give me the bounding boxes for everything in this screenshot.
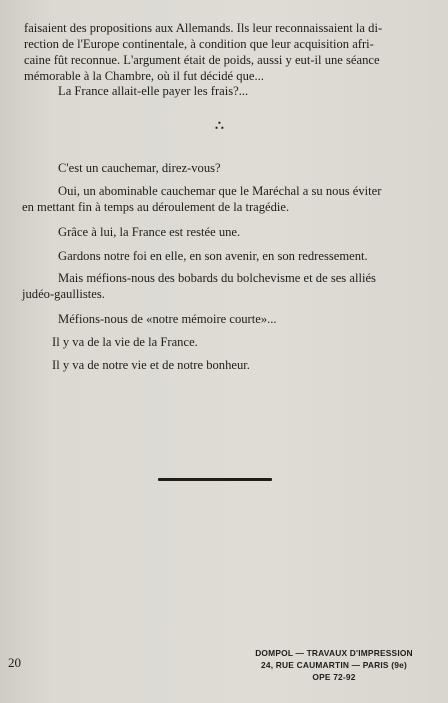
printer-line: DOMPOL — TRAVAUX D'IMPRESSION	[255, 648, 413, 658]
text-line: Oui, un abominable cauchemar que le Maréchal a su nous éviter	[58, 184, 382, 198]
page-number: 20	[8, 655, 21, 670]
text-line: en mettant fin à temps au déroulement de la tragédie.	[22, 200, 290, 214]
text-line: rection de l'Europe continentale, à condition que leur acquisition afri-	[24, 37, 374, 51]
paragraph-cauchemar: C'est un cauchemar, direz-vous?	[58, 161, 221, 175]
end-rule	[158, 478, 272, 481]
paragraph-question: La France allait-elle payer les frais?...	[58, 84, 249, 98]
text-line: faisaient des propositions aux Allemands. Ils leur reconnaissaient la di-	[24, 21, 383, 35]
text-line: Mais méfions-nous des bobards du bolchevisme et de ses alliés	[58, 271, 376, 285]
printer-line: OPE 72-92	[312, 672, 356, 682]
paragraph-grace: Grâce à lui, la France est restée une.	[58, 225, 241, 239]
paragraph-oui	[22, 183, 418, 215]
text-line: mémorable à la Chambre, où il fut décidé que...	[24, 69, 264, 83]
paragraph-vie-france: Il y va de la vie de la France.	[52, 335, 198, 349]
paragraph-vie-notre: Il y va de notre vie et de notre bonheur.	[52, 358, 250, 372]
paragraph-mais	[22, 270, 418, 302]
paragraph-propositions	[24, 20, 416, 84]
paragraph-gardons: Gardons notre foi en elle, en son avenir, en son redressement.	[58, 249, 368, 263]
text-line: caine fût reconnue. L'argument était de poids, aussi y eut-il une séance	[24, 53, 380, 67]
printer-line: 24, RUE CAUMARTIN — PARIS (9e)	[261, 660, 407, 670]
section-break-dinkus: ∴	[215, 119, 225, 134]
printer-imprint	[250, 647, 418, 683]
paragraph-memoire: Méfions-nous de «notre mémoire courte»...	[58, 312, 277, 326]
text-line: judéo-gaullistes.	[22, 287, 105, 301]
